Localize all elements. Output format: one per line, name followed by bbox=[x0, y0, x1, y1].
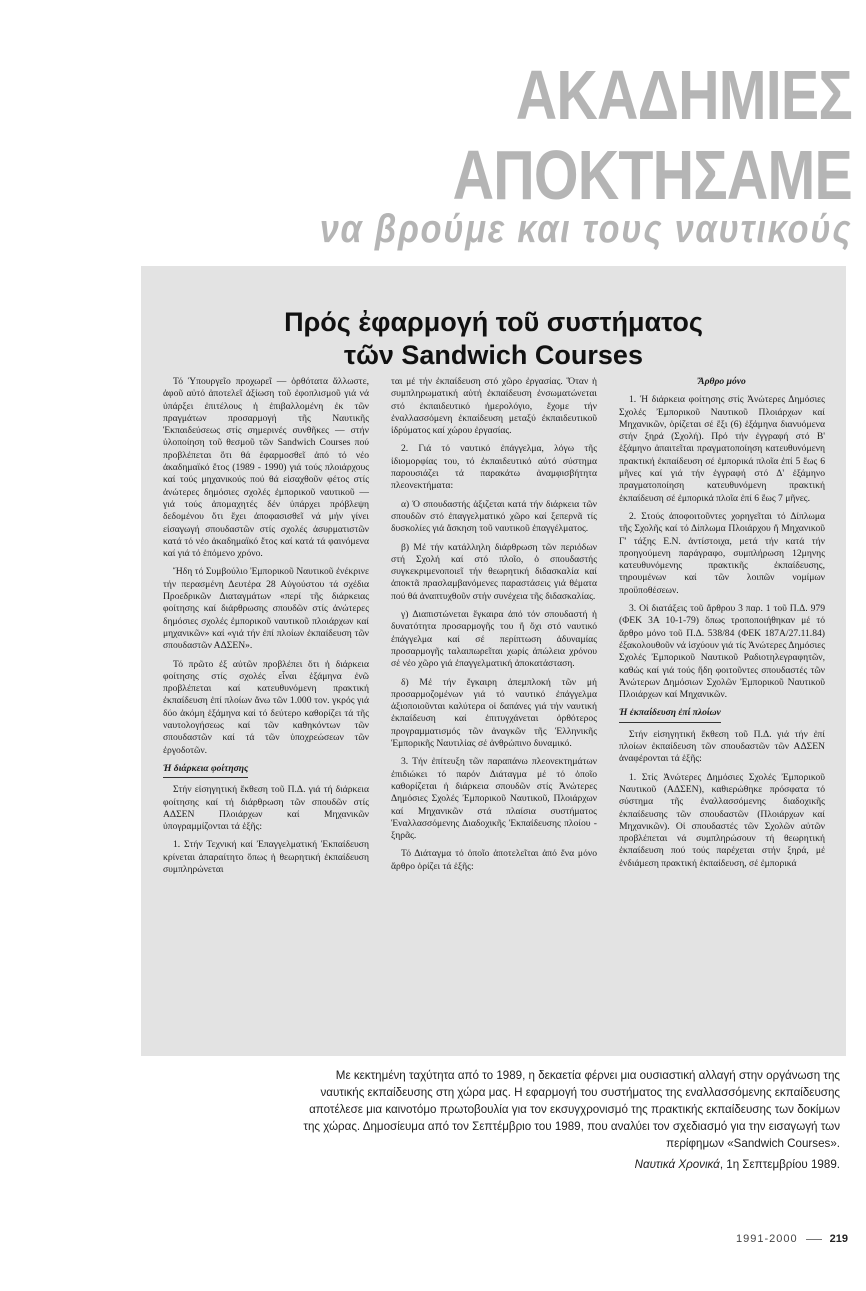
subheading-duration-text: Ἡ διάρκεια φοίτησης bbox=[163, 763, 248, 778]
paragraph: Τό πρῶτο ἐξ αὐτῶν προβλέπει ὅτι ἡ διάρκεια φοίτησης στίς σχολές εἶναι ἑξάμηνα ἐνῶ προβλέπεται καί κατευθυνόμενη πρακτική ἐκπαίδευση ἐπί πλοίων ἄνω τῶν 1.000 τον. γκρός γιά δύο ἀκόμη ἑξάμηνα καί τό δεύτερο καθορίζει τά τῆς ναυτολογήσεως καί τῶν καθηκόντων τῶν σπουδαστῶν καί τά τῶν ὑποχρεώσεων τῶν ἐργοδοτῶν. bbox=[163, 658, 369, 756]
clipping-title-line-1: Πρός ἐφαρμογή τοῦ συστήματος bbox=[284, 307, 703, 337]
source-publication: Ναυτικά Χρονικά bbox=[634, 1158, 720, 1171]
page-number: 219 bbox=[829, 1233, 848, 1245]
subheading-onboard-text: Ἡ ἐκπαίδευση ἐπί πλοίων bbox=[619, 707, 721, 722]
clipping-title-line-2: τῶν Sandwich Courses bbox=[344, 340, 643, 370]
paragraph: Ἤδη τό Συμβούλιο Ἐμπορικοῦ Ναυτικοῦ ἐνέκρινε τήν περασμένη Δευτέρα 28 Αὐγούστου τά σχέδια Προεδρικῶν Διαταγμάτων «περί τῆς διάρκειας φοίτησης καί διάρθρωσης σπουδῶν στίς ἀνώτερες δημόσιες σχολές ἐμπορικοῦ ναυτικοῦ πλοιάρχων καί μηχανικῶν» καί «γιά τήν ἐπί πλοίων ἐκπαίδευση τῶν σπουδαστῶν ΑΔΣΕΝ». bbox=[163, 566, 369, 652]
paragraph: 3. Οἱ διατάξεις τοῦ ἄρθρου 3 παρ. 1 τοῦ Π.Δ. 979 (ΦΕΚ 3Α 10-1-79) ὅπως τροποποιήθηκαν μέ τό ἄρθρο μόνο τοῦ Π.Δ. 538/84 (ΦΕΚ 187Α/27.11.84) ἐξακολουθοῦν νά ἰσχύουν γιά τίς Ἀνώτερες Δημόσιες Σχολές Ἐμπορικοῦ Ναυτικοῦ Ραδιοτηλεγραφητῶν, καθώς καί γιά τούς ἤδη φοιτοῦντες σπουδαστές τῶν Ἀνώτερων Δημόσιων Σχολῶν Ἐμπορικοῦ Ναυτικοῦ Πλοιάρχων καί Μηχανικῶν. bbox=[619, 603, 825, 701]
newspaper-clipping bbox=[141, 266, 846, 1056]
footer-period: 1991-2000 bbox=[736, 1233, 798, 1245]
paragraph: α) Ὁ σπουδαστής ἀξιζεται κατά τήν διάρκεια τῶν σπουδῶν στό ἐπαγγελματικό χῶρο καί ξεπερνᾶ τίς δυσκολίες γιά ἄσκηση τοῦ ναυτικοῦ ἐπαγγέλματος. bbox=[391, 498, 597, 535]
clipping-column-1 bbox=[163, 376, 369, 882]
paragraph: 1. Στίς Ἀνώτερες Δημόσιες Σχολές Ἐμπορικοῦ Ναυτικοῦ (ΑΔΣΕΝ), καθιερώθηκε πρόσφατα τό σύστημα τῆς ἐναλλασσόμενης διαδοχικῆς ἐκπαίδευσης τῶν σπουδαστῶν (Πλοιάρχων καί Μηχανικῶν). Οἱ σπουδαστές τῶν Σχολῶν αὐτῶν προβλέπεται νά συμπληρώσουν τή θεωρητική ἐκπαίδευση πού τούς παρέχεται στήν ξηρά, μέ ἐνδιάμεση πρακτική ἐκπαίδευση, σέ ἐμπορικά bbox=[619, 771, 825, 869]
paragraph: Τό Διάταγμα τό ὁποῖο ἀποτελεῖται ἀπό ἕνα μόνο ἄρθρο ὁρίζει τά ἑξῆς: bbox=[391, 848, 597, 872]
paragraph: β) Μέ τήν κατάλληλη διάρθρωση τῶν περιόδων στή Σχολή καί στό πλοῖο, ὁ σπουδαστής συγκεκριμενοποιεῖ τήν θεωρητική διδασκαλία καί ἀποκτᾶ πρασλαμβανόμενες παραστάσεις γιά θέματα πού θά ἀναπτυχθοῦν στήν συνέχεια τῆς διδασκαλίας. bbox=[391, 541, 597, 602]
paragraph: Στήν εἰσηγητική ἔκθεση τοῦ Π.Δ. γιά τή διάρκεια φοίτησης καί τή διάρθρωση τῶν σπουδῶν στίς ΑΔΣΕΝ Πλοιάρχων καί Μηχανικῶν ὑπογραμμίζονται τά ἑξῆς: bbox=[163, 784, 369, 833]
paragraph: 1. Ἡ διάρκεια φοίτησης στίς Ἀνώτερες Δημόσιες Σχολές Ἐμπορικοῦ Ναυτικοῦ Πλοιάρχων καί Μηχανικῶν, ὁρίζεται σέ ἕξι (6) ἑξάμηνα διανυόμενα στήν ξηρά (Σχολή). Πρό τήν ἐγγραφή στό Β' ἑξάμηνο ἀπαιτεῖται πραγματοποίηση κατευθυνόμενη πρακτική ἐκπαίδευση σέ ἐμπορικά πλοῖα ἐπί 5 ἕως 6 μῆνες καί γιά τήν ἐγγραφή στό Δ' ἑξάμηνο πραγματοποίηση κατευθυνόμενη πρακτική ἐκπαίδευση σέ ἐμπορικά πλοῖα ἐπί 6 ἕως 7 μῆνες. bbox=[619, 394, 825, 504]
paragraph: γ) Διαπιστώνεται ἔγκαιρα ἀπό τόν σπουδαστή ἡ δυνατότητα προσαρμογῆς του ἤ ὄχι στό ναυτικό ἐπάγγελμα καί σέ περίπτωση ἀδυναμίας προσαρμογῆς ταλαιπωρεῖται χωρίς ἀπώλεια χρόνου σέ νέο χῶρο γιά ἐπαγγελματική ἀποκατάσταση. bbox=[391, 609, 597, 670]
page-footer bbox=[736, 1233, 848, 1245]
heading-subtitle: να βρούμε και τους ναυτικούς bbox=[319, 207, 852, 251]
paragraph: 3. Τήν ἐπίτευξη τῶν παραπάνω πλεονεκτημάτων ἐπιδιώκει τό παρόν Διάταγμα μέ τό ὁποῖο καθορίζεται ἡ διάρκεια σπουδῶν στίς Ἀνώτερες Δημόσιες Σχολές Ἐμπορικοῦ Ναυτικοῦ, Πλοιάρχων καί Μηχανικῶν στά πλαίσια συστήματος Ἐναλλασσόμενης Διαδοχικῆς Ἐκπαίδευσης πλοίου - ξηρᾶς. bbox=[391, 756, 597, 842]
clipping-columns bbox=[163, 376, 825, 882]
paragraph: Τό Ὑπουργεῖο προχωρεῖ — ὀρθότατα ἄλλωστε, ἀφοῦ αὐτό ἀποτελεῖ ἀξίωση τοῦ ἐφοπλισμοῦ γιά νά ὑπάρξει ἐπιτέλους ἡ ἐπιβαλλομένη ἐκ τῶν πραγμάτων προσαρμογή τῆς Ναυτικῆς Ἐκπαιδεύσεως στίς σημερινές συνθῆκες — στήν ὑλοποίηση τοῦ θεσμοῦ τῶν Sandwich Courses πού προβλέπεται ὅτι θά ἐφαρμοσθεῖ ἀπό τό νέο ἀκαδημαϊκό ἔτος (1989 - 1990) γιά τούς πλοιάρχους καί τούς μηχανικούς πού θά εἰσαχθοῦν φέτος στίς ἀνώτερες δημόσιες σχολές ἐμπορικοῦ ναυτικοῦ — γιά τούς ἀπομαχητές δέν ὑπάρχει πρόβλεψη δεδομένου ὅτι ἔχει ἀποφασισθεῖ νά μήν γίνει εἰσαγωγή σπουδαστῶν στίς σχολές ἀσυρματιστῶν κατά τό νέο ἀκαδημαϊκό ἔτος καί κατά τά φαινόμενα καί γιά τό ἑπόμενο χρόνο. bbox=[163, 376, 369, 560]
clipping-title bbox=[141, 306, 846, 372]
paragraph: 1. Στήν Τεχνική καί Ἐπαγγελματική Ἐκπαίδευση κρίνεται ἀπαραίτητο ὅπως ἡ θεωρητική ἐκπαίδευση συμπληρώνεται bbox=[163, 839, 369, 875]
source-line bbox=[635, 1158, 840, 1171]
subheading-article: Ἄρθρο μόνο bbox=[698, 376, 746, 387]
heading-line-1: ΑΚΑΔΗΜΙΕΣ bbox=[515, 56, 852, 134]
paragraph: 2. Στούς ἀποφοιτοῦντες χορηγεῖται τό Δίπλωμα τῆς Σχολῆς καί τό Δίπλωμα Πλοιάρχου ἤ Μηχανικοῦ Γ' τάξης Ε.Ν. ἀντίστοιχα, μετά τήν κατά τήν προηγούμενη παράγραφο, συμπλήρωση 12μηνης κατευθυνόμενης πρακτικῆς ἐκπαίδευσης, τηρουμένων καί τῶν λοιπῶν νομίμων προϋποθέσεων. bbox=[619, 510, 825, 596]
paragraph: ται μέ τήν ἐκπαίδευση στό χῶρο ἐργασίας. Ὅταν ἡ συμπληρωματική αὐτή ἐκπαίδευση ἐνσωματώνεται στό ἐκπαιδευτικό ἡμερολόγιο, ἔχομε τήν ἐναλλασσόμενη ἐκπαίδευση μεταξύ ἐκπαιδευτικοῦ ἱδρύματος καί χώρου ἐργασίας. bbox=[391, 376, 597, 437]
paragraph: δ) Μέ τήν ἔγκαιρη ἀπεμπλοκή τῶν μή προσαρμοζομένων γιά τό ναυτικό ἐπάγγελμα ἀξιοποιοῦνται καλύτερα οἱ δαπάνες γιά τήν ναυτική ἐκπαίδευση καί ἐπιτυγχάνεται ὀρθότερος προγραμματισμός τῶν ἀναγκῶν τῆς Ἑλληνικῆς Ἐμπορικῆς Ναυτιλίας σέ ἀνθρώπινο δυναμικό. bbox=[391, 676, 597, 750]
subheading-onboard bbox=[619, 707, 825, 722]
clipping-column-3 bbox=[619, 376, 825, 882]
clipping-column-2 bbox=[391, 376, 597, 882]
caption: Με κεκτημένη ταχύτητα από το 1989, η δεκαετία φέρνει μια ουσιαστική αλλαγή στην οργάνωση της ναυτικής εκπαίδευσης στη χώρα μας. Η εφαρμογή του συστήματος της εναλλασσόμενης εκπαίδευσης αποτέλεσε μια καινοτόμο πρωτοβουλία για τον εκσυγχρονισμό της πρακτικής εκπαίδευσης των δοκίμων της χώρας. Δημοσίευμα από τον Σεπτέμβριο του 1989, που αναλύει τον σχεδιασμό για την εισαγωγή των περίφημων «Sandwich Courses». bbox=[303, 1069, 840, 1150]
paragraph: Στήν εἰσηγητική ἔκθεση τοῦ Π.Δ. γιά τήν ἐπί πλοίων ἐκπαίδευση τῶν σπουδαστῶν τῶν ΑΔΣΕΝ ἀναφέρονται τά ἑξῆς: bbox=[619, 728, 825, 765]
source-date: , 1η Σεπτεμβρίου 1989. bbox=[719, 1158, 840, 1171]
subheading-duration bbox=[163, 763, 369, 778]
heading-line-2: ΑΠΟΚΤΗΣΑΜΕ bbox=[452, 136, 852, 214]
paragraph: 2. Γιά τό ναυτικό ἐπάγγελμα, λόγω τῆς ἰδιομορφίας του, τό ἐκπαιδευτικό αὐτό σύστημα παρουσιάζει τά παρακάτω ἀναμφισβήτητα πλεονεκτήματα: bbox=[391, 443, 597, 492]
footer-divider bbox=[806, 1239, 822, 1240]
